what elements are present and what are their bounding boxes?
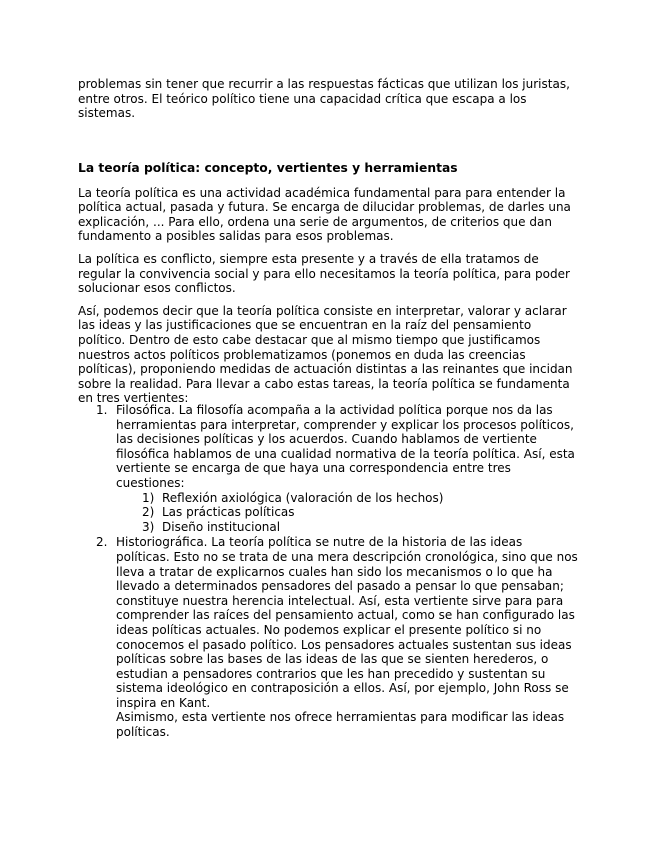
sub-list-number: 1) (142, 490, 155, 505)
list-item-text: Historiográfica. La teoría política se nutre de la historia de las ideas políticas. Esto no se trata de una mera descripción cronológica, sino que nos lleva a tratar de explicarnos cuales han sido los mecanismos o lo que ha llevado a determinados pensadores del pasado a pensar lo que pensaban; constituye nuestra herencia intelectual. Así, esta vertiente sirve para para comprender las raíces del pensamiento actual, como se han configurado las ideas políticas actuales. No podemos explicar el presente político si no conocemos el pasado político. Los pensadores actuales sustentan sus ideas políticas sobre las bases de las ideas de las que se sienten herederos, o estudian a pensadores contrarios que les han precedido y sustentan su sistema ideológico en contraposición a ellos. Así, por ejemplo, John Ross se inspira en Kant. (116, 535, 578, 710)
sub-list-item (116, 520, 578, 535)
list-item (78, 403, 578, 534)
section-heading: La teoría política: concepto, vertientes y herramientas (78, 161, 458, 175)
list-number: 1. (96, 403, 108, 417)
paragraph-1: La teoría política es una actividad académica fundamental para para entender la política actual, pasada y futura. Se encarga de dilucidar problemas, de darles una explicación, ... Para ello, ordena una serie de argumentos, de criterios que dan fundamento a posibles salidas para esos problemas. (78, 185, 571, 244)
sub-list-item (116, 505, 578, 520)
sub-list-text: Diseño institucional (162, 519, 281, 534)
sub-list-item (116, 491, 578, 506)
vertientes-list (78, 403, 578, 741)
main-section (78, 161, 578, 414)
sub-list-text: Reflexión axiológica (valoración de los hechos) (162, 490, 444, 505)
intro-paragraph: problemas sin tener que recurrir a las respuestas fácticas que utilizan los juristas, entre otros. El teórico político tiene una capacidad crítica que escapa a los sistemas. (78, 77, 570, 121)
intro-section (78, 77, 578, 129)
list-item-extra-text: Asimismo, esta vertiente nos ofrece herramientas para modificar las ideas políticas. (116, 710, 565, 740)
paragraph-3: Así, podemos decir que la teoría política consiste en interpretar, valorar y aclarar las ideas y las justificaciones que se encuentran en la raíz del pensamiento político. Dentro de esto cabe destacar que al mismo tiempo que justificamos nuestros actos políticos problematizamos (ponemos en duda las creencias políticas), proponiendo medidas de actuación distintas a las reinantes que incidan sobre la realidad. Para llevar a cabo estas tareas, la teoría política se fundamenta en tres vertientes: (78, 303, 573, 406)
list-number: 2. (96, 535, 108, 550)
list-item-text: Filosófica. La filosofía acompaña a la actividad política porque nos da las herramientas para interpretar, comprender y explicar los procesos políticos, las decisiones políticas y los acuerdos. Cuando hablamos de vertiente filosófica hablamos de una cualidad normativa de la teoría política. Así, esta vertiente se encarga de que haya una correspondencia entre tres cuestiones: (116, 403, 575, 490)
sub-list-number: 3) (142, 519, 155, 534)
list-item (78, 535, 578, 739)
sub-list-text: Las prácticas políticas (162, 505, 295, 520)
paragraph-2: La política es conflicto, siempre esta presente y a través de ella tratamos de regular la convivencia social y para ello necesitamos la teoría política, para poder solucionar esos conflictos. (78, 251, 570, 296)
sub-list (116, 491, 578, 535)
sub-list-number: 2) (142, 505, 155, 520)
